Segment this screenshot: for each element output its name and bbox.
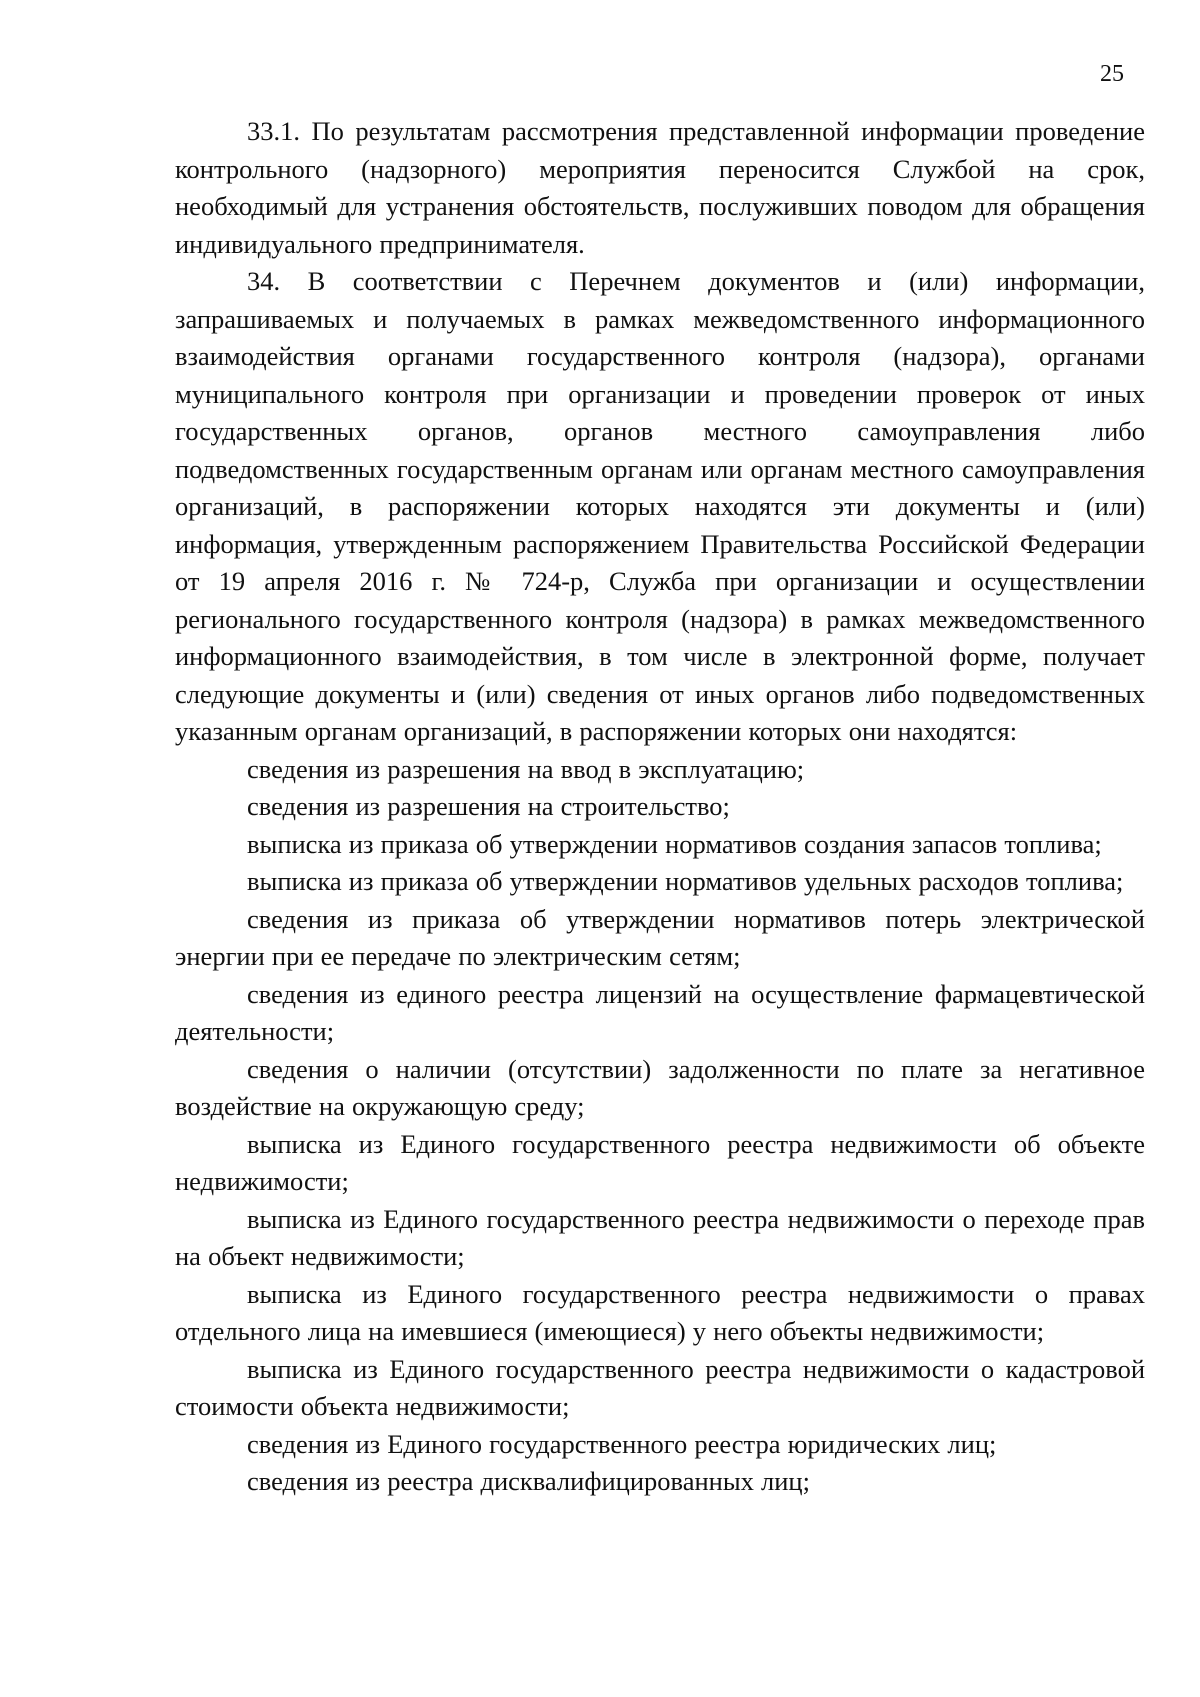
paragraph-34: 34. В соответствии с Перечнем документов и (или) информации, запрашиваемых и получаемых в рамках межведомственного информационного взаимодействия органами государственного контроля (надзора), органами муниципального контроля при организации и проведении проверок от иных государственных органов, органов местного самоуправления либо подведомственных государственным органам или органам местного самоуправления организаций, в распоряжении которых находятся эти документы и (или) информация, утвержденным распоряжением Правительства Российской Федерации от 19 апреля 2016 г. № 724-р, Служба при организации и осуществлении регионального государственного контроля (надзора) в рамках межведомственного информационного взаимодействия, в том числе в электронной форме, получает следующие документы и (или) сведения от иных органов либо подведомственных указанным органам организаций, в распоряжении которых они находятся: bbox=[175, 266, 1145, 746]
list-item: сведения о наличии (отсутствии) задолженности по плате за негативное воздействие на окружающую среду; bbox=[175, 1053, 1145, 1121]
list-item: сведения из разрешения на ввод в эксплуатацию; bbox=[247, 753, 805, 784]
list-item: выписка из Единого государственного реестра недвижимости об объекте недвижимости; bbox=[175, 1128, 1145, 1196]
list-item: выписка из приказа об утверждении нормативов создания запасов топлива; bbox=[247, 828, 1102, 859]
list-item: сведения из приказа об утверждении нормативов потерь электрической энергии при ее передаче по электрическим сетям; bbox=[175, 903, 1145, 971]
list-item: выписка из Единого государственного реестра недвижимости о кадастровой стоимости объекта недвижимости; bbox=[175, 1353, 1145, 1421]
list-item: сведения из единого реестра лицензий на осуществление фармацевтической деятельности; bbox=[175, 978, 1145, 1046]
list-item: выписка из приказа об утверждении нормативов удельных расходов топлива; bbox=[247, 866, 1124, 896]
list-item: сведения из реестра дисквалифицированных лиц; bbox=[247, 1466, 810, 1496]
list-item: выписка из Единого государственного реестра недвижимости о переходе прав на объект недвижимости; bbox=[175, 1203, 1145, 1271]
list-item: сведения из Единого государственного реестра юридических лиц; bbox=[247, 1428, 997, 1459]
document-body bbox=[175, 113, 1145, 1501]
list-item: сведения из разрешения на строительство; bbox=[247, 791, 730, 821]
paragraph-33-1: 33.1. По результатам рассмотрения представленной информации проведение контрольного (надзорного) мероприятия переносится Службой на срок, необходимый для устранения обстоятельств, послуживших поводом для обращения индивидуального предпринимателя. bbox=[175, 116, 1145, 259]
page-number: 25 bbox=[1100, 61, 1124, 87]
list-item: выписка из Единого государственного реестра недвижимости о правах отдельного лица на имевшиеся (имеющиеся) у него объекты недвижимости; bbox=[175, 1278, 1145, 1346]
